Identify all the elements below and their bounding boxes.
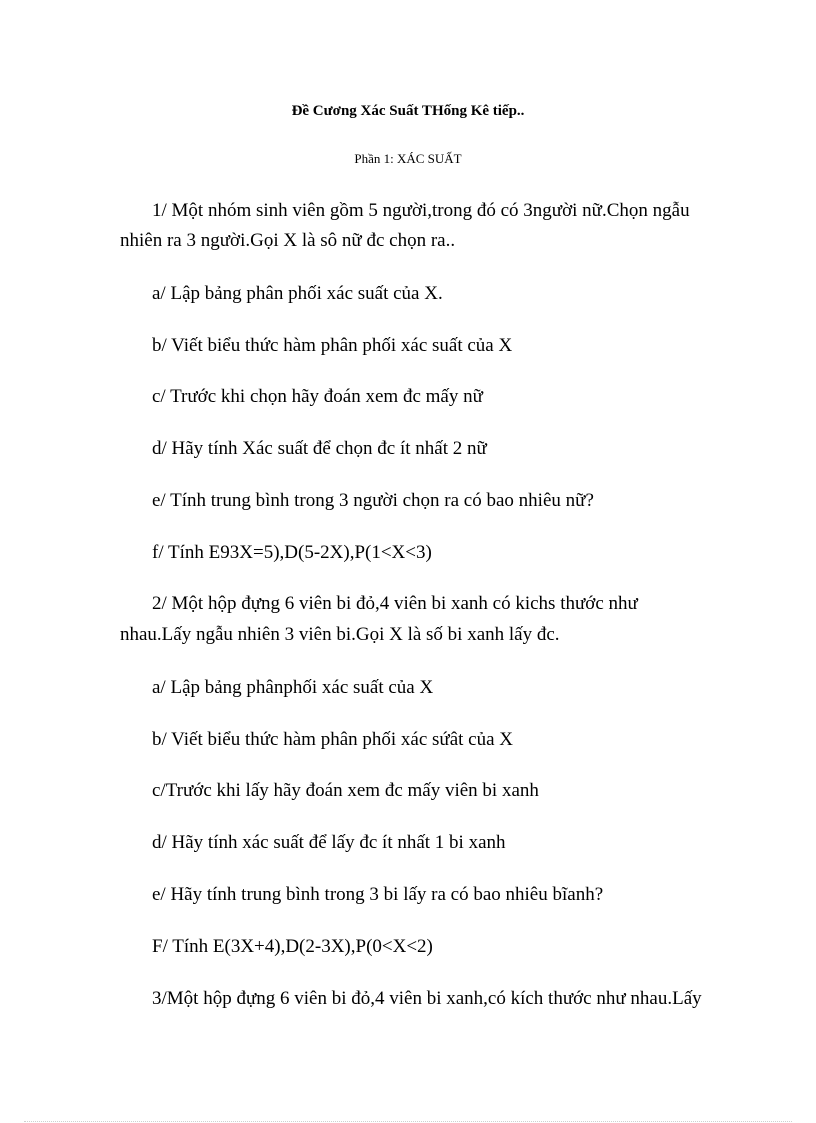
question-1-part-c: c/ Trước khi chọn hãy đoán xem đc mấy nữ — [152, 386, 483, 407]
question-1-part-b: b/ Viết biểu thức hàm phân phối xác suất của X — [152, 335, 513, 356]
question-2-part-b: b/ Viết biểu thức hàm phân phối xác sứât của X — [152, 729, 514, 750]
question-1-part-e: e/ Tính trung bình trong 3 người chọn ra có bao nhiêu nữ? — [152, 490, 594, 511]
question-2-line-2: nhau.Lấy ngẫu nhiên 3 viên bi.Gọi X là số bi xanh lấy đc. — [120, 624, 560, 645]
page-bottom-border — [24, 1121, 792, 1122]
question-2-part-d: d/ Hãy tính xác suất để lấy đc ít nhất 1 bi xanh — [152, 832, 506, 853]
section-heading: Phần 1: XÁC SUẤT — [354, 151, 462, 166]
question-2-part-e: e/ Hãy tính trung bình trong 3 bi lấy ra có bao nhiêu bĩanh? — [152, 884, 604, 905]
question-2-line-1: 2/ Một hộp đựng 6 viên bi đỏ,4 viên bi xanh có kichs thước như — [152, 593, 638, 614]
question-2-part-a: a/ Lập bảng phânphối xác suất của X — [152, 677, 434, 698]
question-1-part-a: a/ Lập bảng phân phối xác suất của X. — [152, 283, 443, 304]
question-1-line-1: 1/ Một nhóm sinh viên gồm 5 người,trong đó có 3người nữ.Chọn ngẫu — [152, 200, 690, 221]
question-2-part-c: c/Trước khi lấy hãy đoán xem đc mấy viên bi xanh — [152, 780, 539, 801]
question-1-part-f: f/ Tính E93X=5),D(5-2X),P(1<X<3) — [152, 542, 432, 563]
question-1-part-d: d/ Hãy tính Xác suất để chọn đc ít nhất 2 nữ — [152, 438, 487, 459]
question-2-part-f: F/ Tính E(3X+4),D(2-3X),P(0<X<2) — [152, 936, 433, 957]
question-1-line-2: nhiên ra 3 người.Gọi X là sô nữ đc chọn ra.. — [120, 230, 456, 251]
document-title: Đề Cương Xác Suất THống Kê tiếp.. — [291, 103, 525, 119]
question-3-line-1: 3/Một hộp đựng 6 viên bi đỏ,4 viên bi xanh,có kích thước như nhau.Lấy — [152, 988, 702, 1009]
